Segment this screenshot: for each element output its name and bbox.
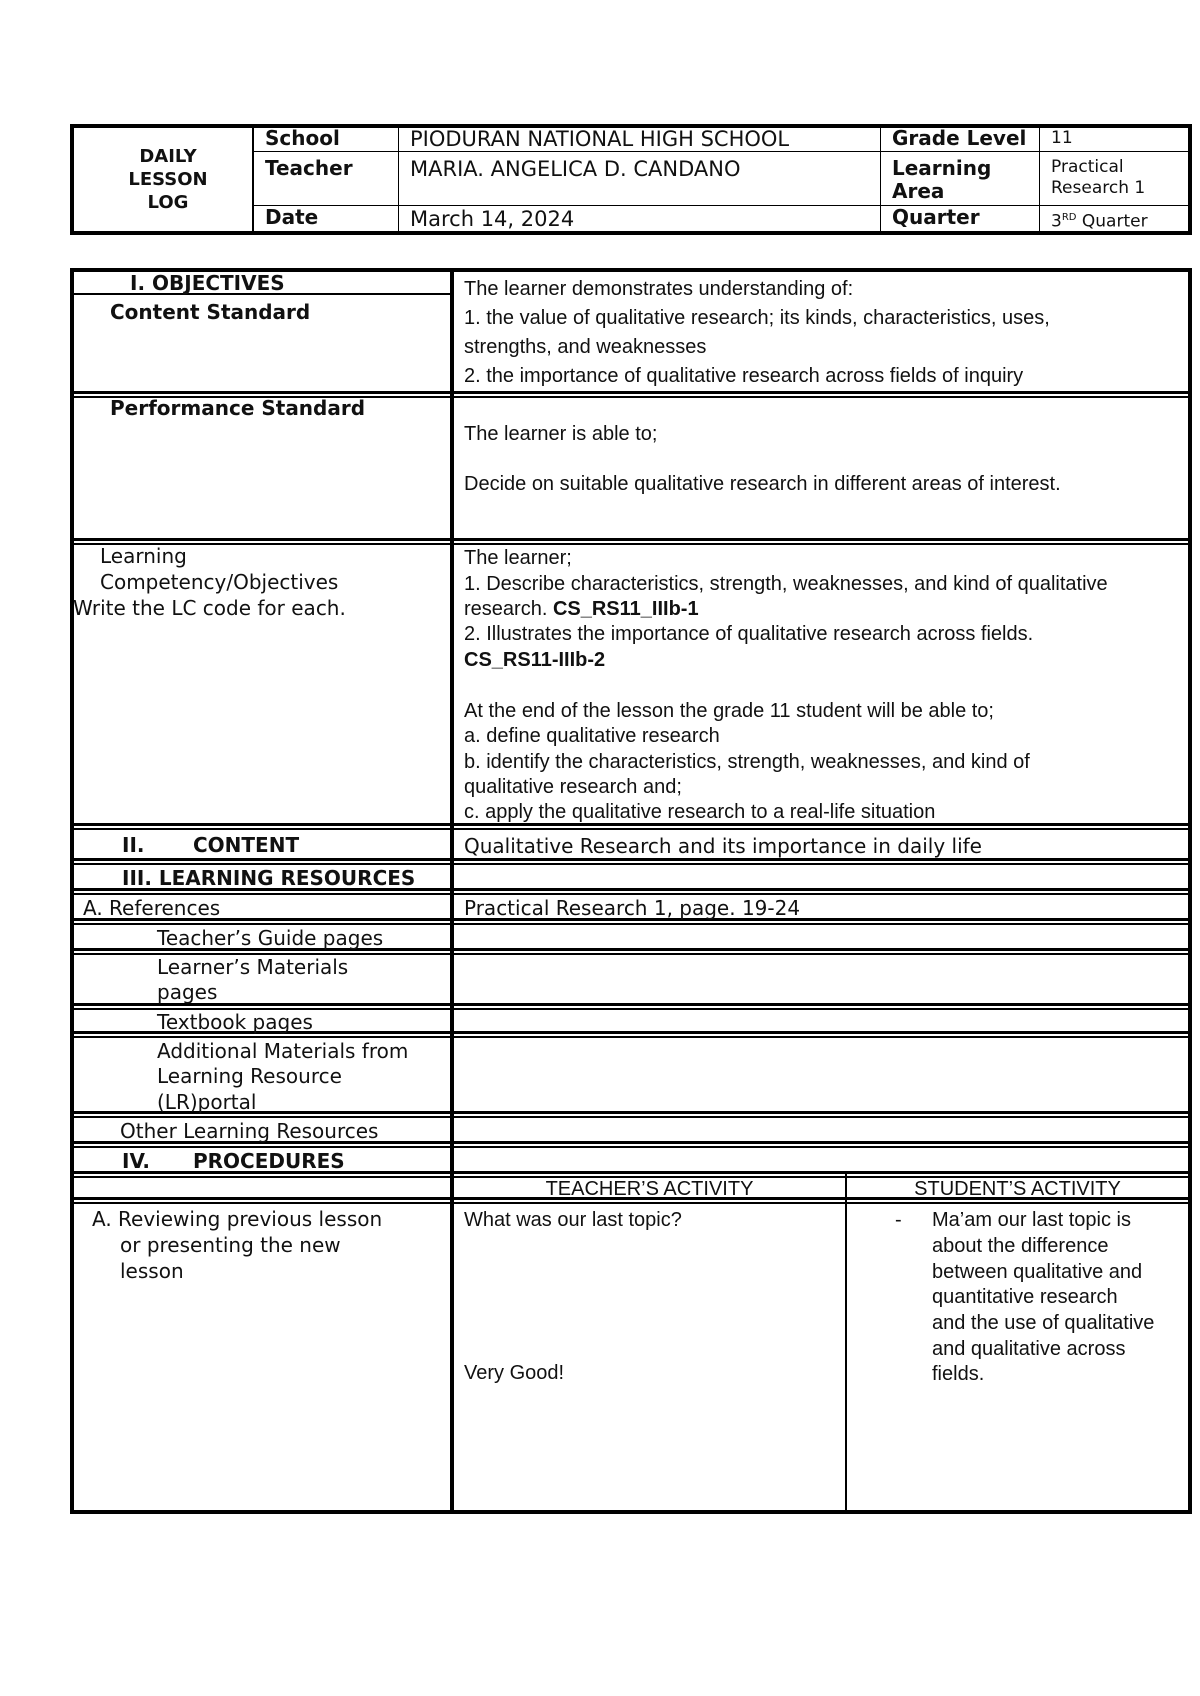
lc-code-1: CS_RS11_IIIb-1 (552, 598, 699, 620)
content-heading: CONTENT (193, 833, 300, 857)
teacher-activity-header: TEACHER’S ACTIVITY (545, 1178, 754, 1200)
date-label: Date (265, 205, 319, 229)
additional-label-1: Additional Materials from (157, 1039, 409, 1063)
content-standard-line-2: 1. the value of qualitative research; its kinds, characteristics, uses, (464, 307, 1050, 329)
log-title-2: LESSON (128, 169, 208, 190)
school-label: School (265, 126, 340, 150)
lc-code-2: CS_RS11-IIIb-2 (464, 649, 606, 671)
school-value: PIODURAN NATIONAL HIGH SCHOOL (410, 127, 790, 151)
date-value: March 14, 2024 (410, 207, 575, 231)
area-value-1: Practical (1051, 157, 1124, 177)
learners-materials-label-2: pages (157, 980, 218, 1004)
lc-line-2: 1. Describe characteristics, strength, weaknesses, and kind of qualitative (464, 573, 1108, 595)
lc-line-9: c. apply the qualitative research to a real-life situation (464, 801, 936, 823)
lc-line-8: qualitative research and; (464, 776, 682, 798)
student-line-4: quantitative research (932, 1286, 1118, 1308)
area-label-1: Learning (892, 156, 992, 180)
teacher-question: What was our last topic? (464, 1209, 682, 1231)
teachers-guide-label: Teacher’s Guide pages (157, 926, 384, 950)
teacher-value: MARIA. ANGELICA D. CANDANO (410, 157, 741, 181)
student-line-7: fields. (932, 1363, 985, 1385)
teacher-label: Teacher (265, 156, 353, 180)
procedures-heading-num: IV. (122, 1149, 150, 1173)
student-dash: - (895, 1209, 902, 1231)
lc-label-1: Learning (100, 544, 187, 568)
log-title-1: DAILY (139, 146, 197, 167)
references-value: Practical Research 1, page. 19-24 (464, 896, 801, 920)
lc-line-1: The learner; (464, 547, 572, 569)
lc-label-3: Write the LC code for each. (73, 596, 346, 620)
grade-value: 11 (1051, 128, 1073, 148)
student-line-1: Ma’am our last topic is (932, 1209, 1131, 1231)
additional-label-3: (LR)portal (157, 1090, 257, 1114)
lc-line-4: 2. Illustrates the importance of qualitative research across fields. (464, 623, 1034, 645)
grade-label: Grade Level (892, 126, 1027, 150)
content-standard-label: Content Standard (110, 300, 311, 324)
quarter-label: Quarter (892, 205, 980, 229)
student-line-3: between qualitative and (932, 1261, 1143, 1283)
student-activity-header: STUDENT’S ACTIVITY (914, 1178, 1121, 1200)
additional-label-2: Learning Resource (157, 1064, 342, 1088)
content-standard-line-4: 2. the importance of qualitative research across fields of inquiry (464, 365, 1024, 387)
procedures-heading: PROCEDURES (193, 1149, 345, 1173)
student-line-2: about the difference (932, 1235, 1109, 1257)
other-resources-label: Other Learning Resources (120, 1119, 379, 1143)
performance-standard-label: Performance Standard (110, 396, 366, 420)
area-label-2: Area (892, 179, 945, 203)
student-line-5: and the use of qualitative (932, 1312, 1155, 1334)
resources-heading: III. LEARNING RESOURCES (122, 866, 416, 890)
student-line-6: and qualitative across (932, 1338, 1126, 1360)
item-a-line-1: A. Reviewing previous lesson (92, 1207, 383, 1231)
performance-line-2: Decide on suitable qualitative research in different areas of interest. (464, 473, 1061, 495)
item-a-line-2: or presenting the new (120, 1233, 341, 1257)
lc-line-7: b. identify the characteristics, strength, weaknesses, and kind of (464, 751, 1030, 773)
area-value-2: Research 1 (1051, 178, 1146, 198)
log-title-3: LOG (147, 192, 189, 213)
quarter-value: 3RD Quarter (1051, 211, 1148, 232)
learners-materials-label-1: Learner’s Materials (157, 955, 349, 979)
content-standard-line-3: strengths, and weaknesses (464, 336, 707, 358)
lc-line-6: a. define qualitative research (464, 725, 720, 747)
item-a-line-3: lesson (120, 1259, 184, 1283)
objectives-heading: I. OBJECTIVES (130, 271, 285, 295)
content-standard-line-1: The learner demonstrates understanding of: (464, 278, 854, 300)
content-value: Qualitative Research and its importance in daily life (464, 834, 982, 858)
textbook-label: Textbook pages (157, 1010, 313, 1034)
lc-line-5: At the end of the lesson the grade 11 student will be able to; (464, 700, 994, 722)
performance-line-1: The learner is able to; (464, 423, 658, 445)
lc-label-2: Competency/Objectives (100, 570, 339, 594)
teacher-reply: Very Good! (464, 1362, 565, 1384)
lc-line-3: research. CS_RS11_IIIb-1 (464, 598, 699, 620)
content-heading-num: II. (122, 833, 145, 857)
references-label: A. References (83, 896, 221, 920)
